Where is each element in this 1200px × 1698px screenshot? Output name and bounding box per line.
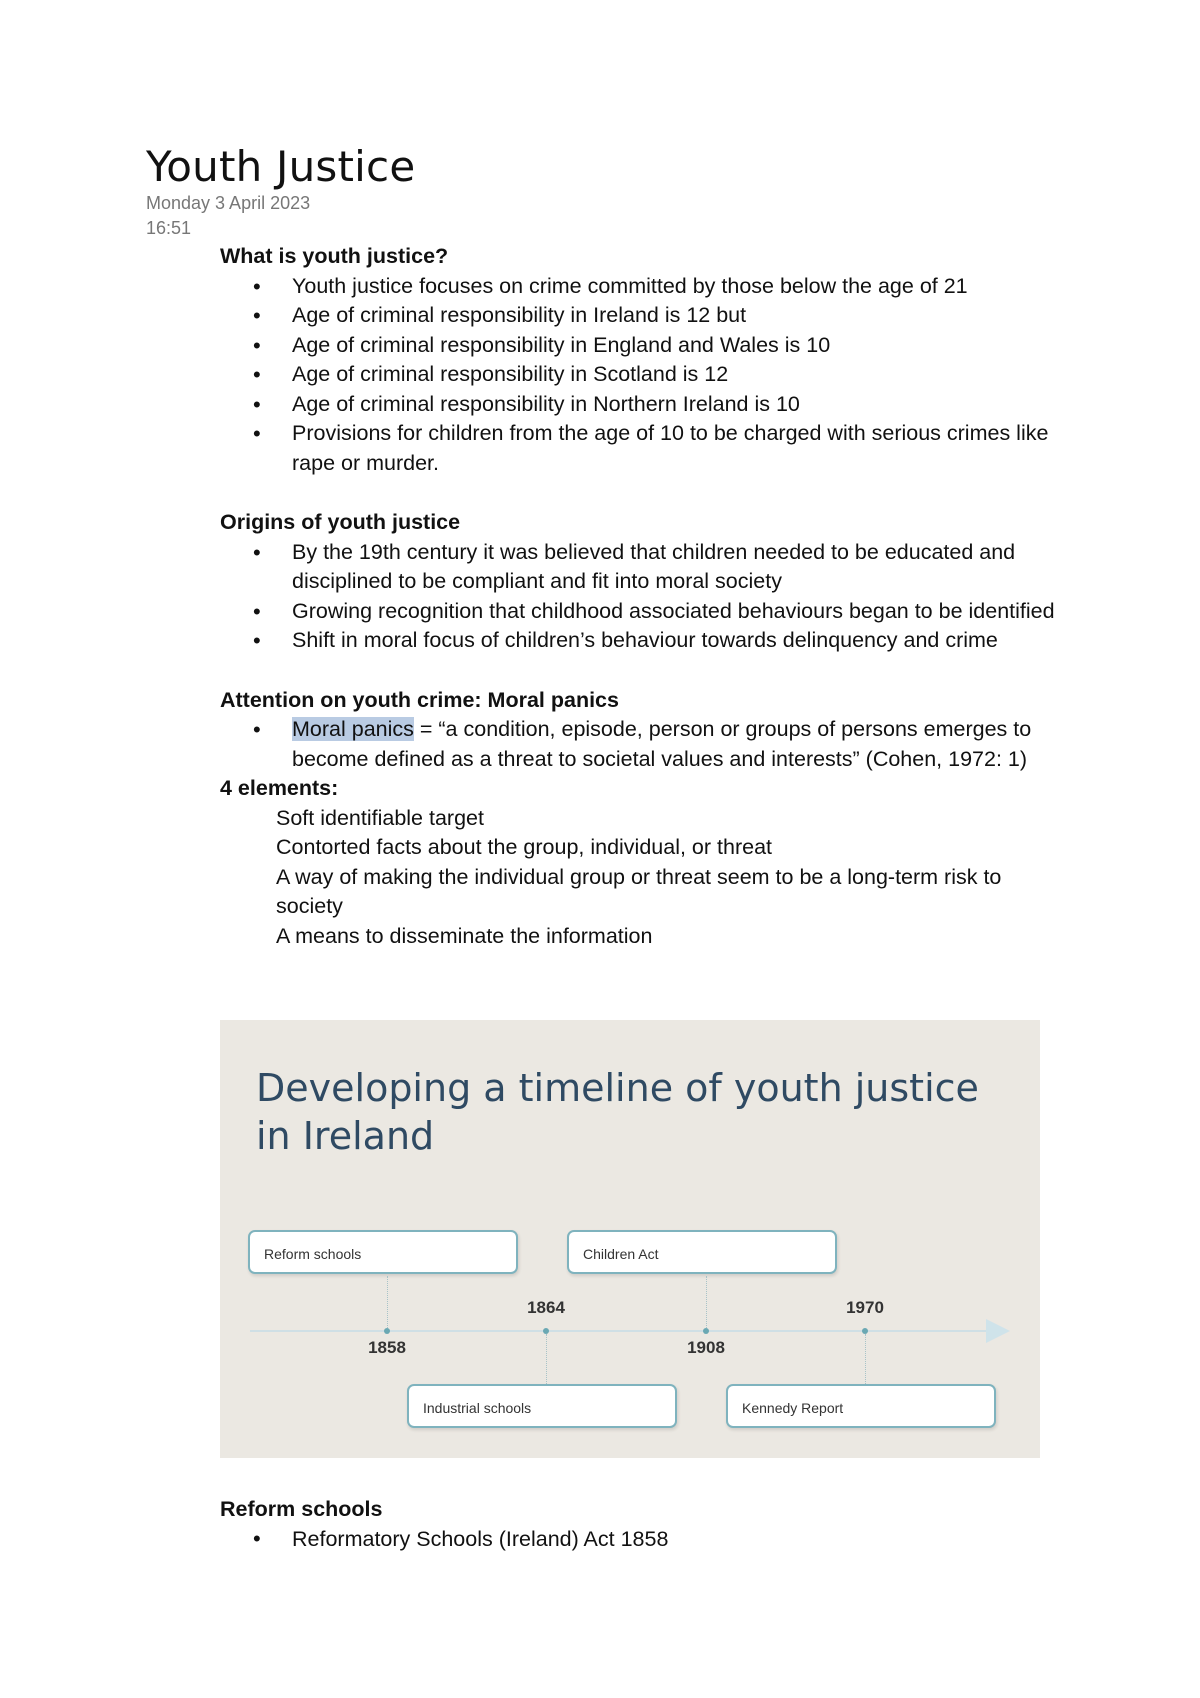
list-item: A means to disseminate the information: [276, 923, 653, 948]
timeline-arrow-icon: [986, 1319, 1010, 1343]
timeline-dot: [384, 1328, 390, 1334]
timeline-year-1970: 1970: [846, 1298, 884, 1317]
moral-panics-bullet-list: [220, 715, 1070, 774]
page-title: Youth Justice: [146, 142, 416, 191]
timeline-connector: [546, 1334, 548, 1384]
heading-what-is-youth-justice: What is youth justice?: [220, 244, 449, 268]
timeline-box-reform-schools: Reform schools: [248, 1230, 518, 1274]
slide-title: Developing a timeline of youth justice in Ireland: [256, 1066, 979, 1158]
timeline-box-children-act: Children Act: [567, 1230, 837, 1274]
list-item: Contorted facts about the group, individual, or threat: [276, 835, 773, 859]
definition-text: = “a condition, episode, person or groups of persons emerges to become defined as a threat to societal values and interests” (Cohen, 1972: 1): [292, 717, 1032, 771]
timeline-connector: [865, 1334, 867, 1384]
list-item: Soft identifiable target: [276, 805, 484, 830]
elements-list: [220, 804, 1070, 952]
list-item: • Shift in moral focus of children’s behaviour towards delinquency and crime: [220, 626, 1070, 656]
timeline-year-1864: 1864: [527, 1298, 565, 1317]
note-date: Monday 3 April 2023: [146, 193, 311, 213]
reform-schools-section: [220, 1494, 1070, 1554]
timeline-year-1908: 1908: [687, 1338, 725, 1357]
list-item: • Age of criminal responsibility in England and Wales is 10: [220, 331, 1070, 361]
list-item: • Reformatory Schools (Ireland) Act 1858: [220, 1524, 1070, 1554]
list-item: • Age of criminal responsibility in Ireland is 12 but: [220, 301, 1070, 331]
reform-bullet-list: [220, 1524, 1070, 1554]
list-item: • Age of criminal responsibility in Scotland is 12: [220, 360, 1070, 390]
note-time: 16:51: [146, 218, 192, 238]
heading-moral-panics: Attention on youth crime: Moral panics: [220, 687, 619, 712]
list-item: A way of making the individual group or threat seem to be a long-term risk to society: [276, 864, 1002, 918]
list-item: [220, 715, 1070, 774]
list-item: • Age of criminal responsibility in Northern Ireland is 10: [220, 390, 1070, 420]
timeline-year-1858: 1858: [368, 1338, 406, 1357]
highlighted-term[interactable]: Moral panics: [292, 717, 414, 741]
heading-origins: Origins of youth justice: [220, 510, 461, 534]
heading-four-elements: 4 elements:: [220, 776, 339, 800]
list-item: • Growing recognition that childhood associated behaviours began to be identified: [220, 597, 1070, 627]
timeline-axis: [250, 1330, 990, 1332]
heading-reform-schools: Reform schools: [220, 1497, 383, 1521]
note-body: [220, 242, 1070, 951]
origins-bullet-list: [220, 538, 1070, 656]
list-item: • Provisions for children from the age of 10 to be charged with serious crimes like rape or murder.: [220, 419, 1070, 478]
timeline-box-kennedy-report: Kennedy Report: [726, 1384, 996, 1428]
list-item: • By the 19th century it was believed that children needed to be educated and disciplined to be compliant and fit into moral society: [220, 538, 1070, 597]
list-item: • Youth justice focuses on crime committed by those below the age of 21: [220, 272, 1070, 302]
timeline-dot: [703, 1328, 709, 1334]
timeline-connector: [706, 1276, 708, 1328]
timeline-connector: [387, 1276, 389, 1328]
timeline-slide-image: [220, 1020, 1040, 1458]
timeline-box-industrial-schools: Industrial schools: [407, 1384, 677, 1428]
what-is-bullet-list: [220, 272, 1070, 479]
